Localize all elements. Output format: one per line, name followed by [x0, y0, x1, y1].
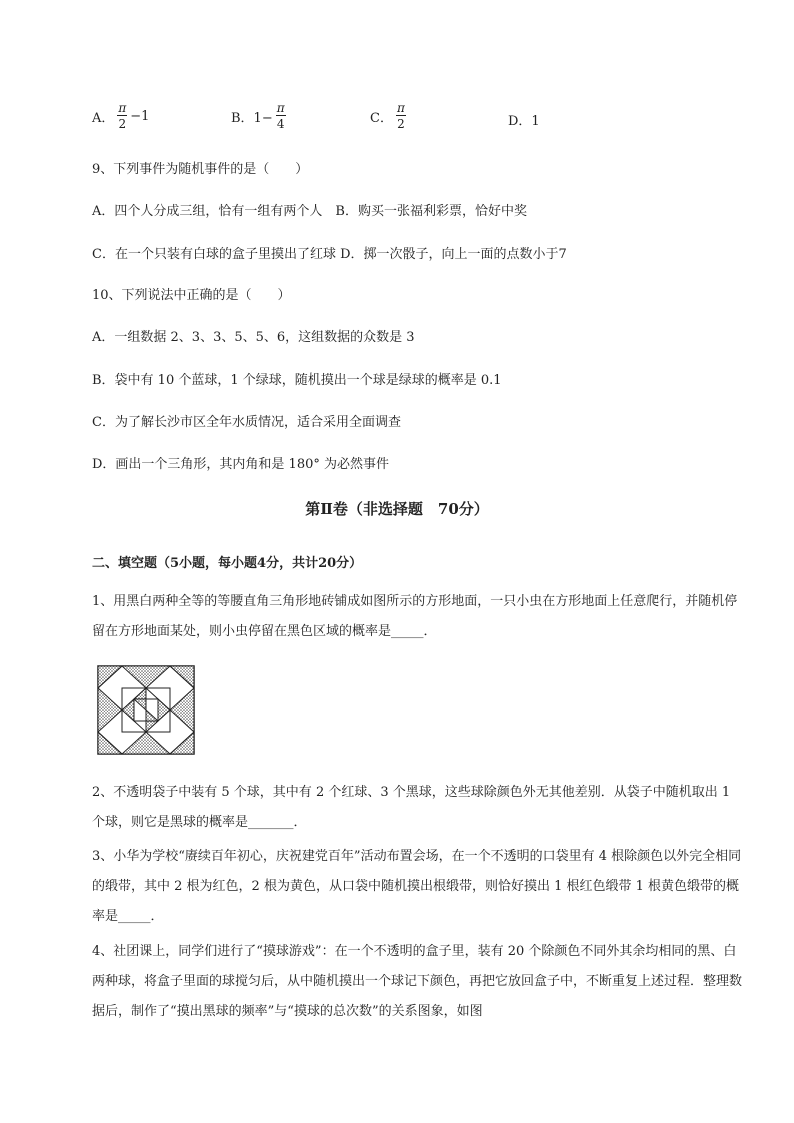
q10-option-d: D．画出一个三角形，其内角和是 180° 为必然事件 [92, 457, 390, 472]
fraction-denominator: 4 [276, 117, 285, 131]
fill-question-1: 1、用黑白两种全等的等腰直角三角形地砖铺成如图所示的方形地面，一只小虫在方形地面上任意爬行，并随机停留在方形地面某处，则小虫停留在黑色区域的概率是_____． [92, 594, 738, 639]
q10-stem: 10、下列说法中正确的是（ ） [92, 288, 291, 303]
q8-option-d-label: D．1 [508, 114, 540, 129]
section-title: 第Ⅱ卷（非选择题 70分） [305, 500, 489, 518]
q9-options-cd: C．在一个只装有白球的盒子里摸出了红球 D．掷一次骰子，向上一面的点数小于7 [92, 247, 567, 262]
q9-options-ab: A．四个人分成三组，恰有一组有两个人 B．购买一张福利彩票，恰好中奖 [92, 204, 527, 219]
q8-option-a [92, 102, 149, 130]
q10-option-b: B．袋中有 10 个蓝球，1 个绿球，随机摸出一个球是绿球的概率是 0.1 [92, 373, 502, 388]
q8-option-b-fraction [276, 102, 286, 130]
q9-stem: 9、下列事件为随机事件的是（ ） [92, 162, 309, 177]
q8-option-d [508, 110, 540, 129]
fraction-numerator: π [276, 101, 285, 115]
fraction-numerator: π [396, 101, 405, 115]
q8-option-a-fraction [117, 102, 127, 130]
q8-option-c [370, 102, 407, 130]
tile-floor-diagram [96, 664, 196, 756]
fill-question-2: 2、不透明袋子中装有 5 个球，其中有 2 个红球、3 个黑球，这些球除颜色外无其他差别．从袋子中随机取出 1 个球，则它是黑球的概率是_______． [92, 785, 731, 830]
fill-question-3: 3、小华为学校“赓续百年初心，庆祝建党百年”活动布置会场，在一个不透明的口袋里有 4 根除颜色以外完全相同的缎带，其中 2 根为红色，2 根为黄色，从口袋中随机摸出根缎带，则恰好摸出 1 根红色缎带 1 根黄色缎带的概率是_____． [92, 849, 742, 924]
q10-option-c: C．为了解长沙市区全年水质情况，适合采用全面调查 [92, 415, 401, 430]
q8-option-b [231, 102, 287, 130]
q8-option-a-label: A． [92, 110, 115, 126]
q10-option-a: A．一组数据 2、3、3、5、5、6，这组数据的众数是 3 [92, 330, 415, 345]
fill-section-heading: 二、填空题（5小题，每小题4分，共计20分） [92, 556, 363, 571]
fraction-denominator: 2 [397, 117, 405, 131]
q8-option-c-fraction [396, 102, 406, 130]
tile-floor-figure [96, 664, 196, 760]
q8-option-c-label: C． [370, 110, 393, 126]
fraction-denominator: 2 [118, 117, 127, 131]
q8-option-a-suffix: −1 [130, 108, 150, 124]
fraction-numerator: π [118, 101, 127, 115]
fill-question-4: 4、社团课上，同学们进行了“摸球游戏”：在一个不透明的盒子里，装有 20 个除颜色不同外其余均相同的黑、白两种球，将盒子里面的球搅匀后，从中随机摸出一个球记下颜色，再把它放回盒子中，不断重复上述过程．整理数据后，制作了“摸出黑球的频率”与“摸球的总次数”的关系图象，如图 [92, 944, 743, 1019]
q8-option-b-label: B．1− [231, 110, 273, 126]
